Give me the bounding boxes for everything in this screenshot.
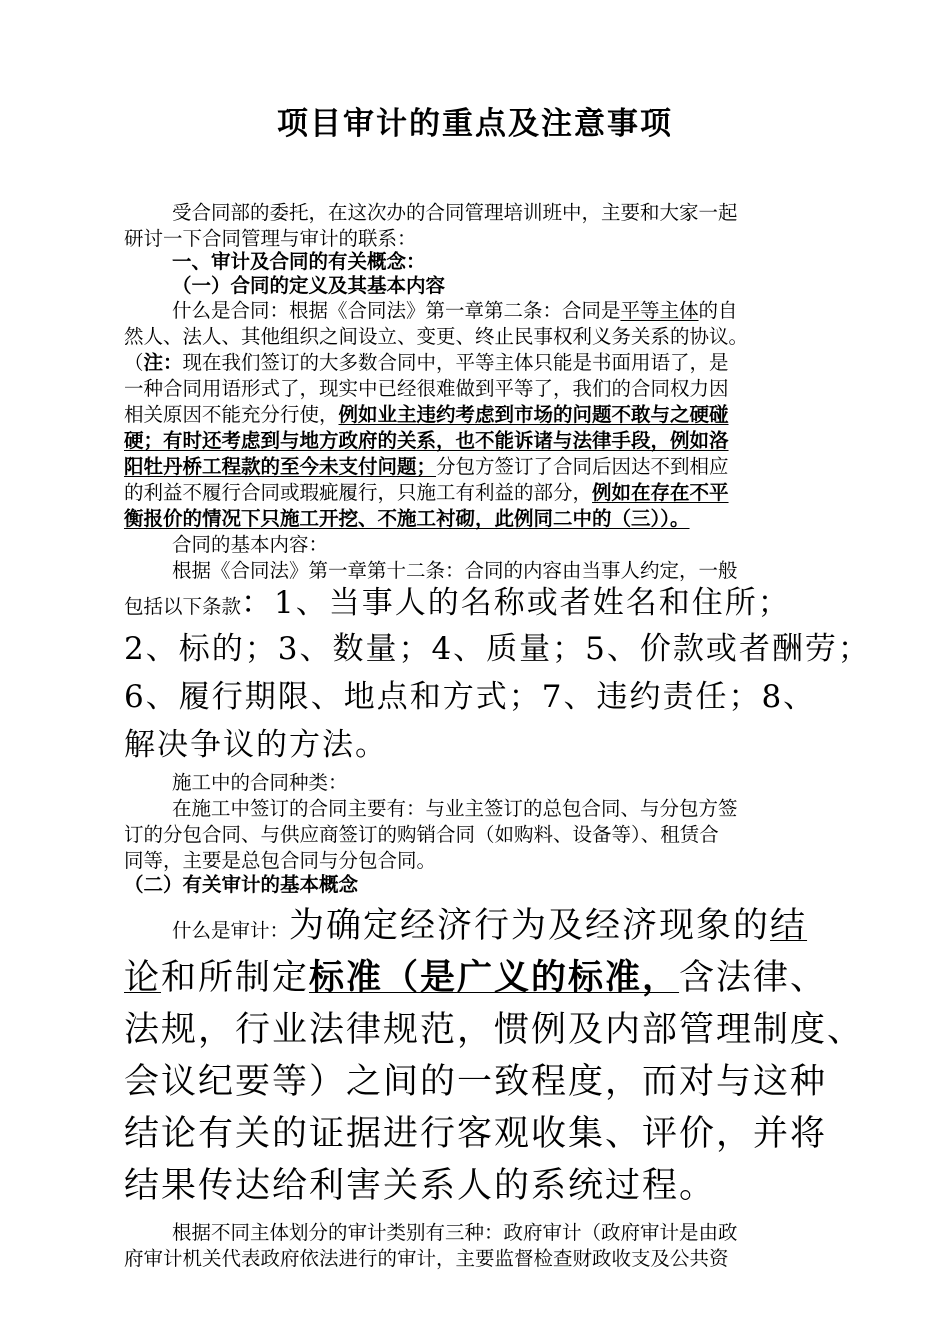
note-line-4: 硬；有时还考虑到与地方政府的关系，也不能诉诸与法律手段，例如洛 [124,429,729,452]
audit-emphasis: 标准（是广义的标准， [309,958,680,998]
basic-content-line-3: 2、标的；3、数量；4、质量；5、价款或者酬劳； [124,631,871,667]
audit-definition-line-4: 会议纪要等）之间的一致程度，而对与这种 [124,1062,828,1102]
note-line-2: 一种合同用语形式了，现实中已经很难做到平等了，我们的合同权力因 [124,377,729,400]
audit-underlined: 结 [770,906,808,946]
basic-content-clauses: ：1、当事人的名称或者姓名和住所； [241,585,791,621]
definition-line-2: 然人、法人、其他组织之间设立、变更、终止民事权利义务关系的协议。 [124,325,749,348]
audit-definition-line-3: 法规，行业法律规范，惯例及内部管理制度、 [124,1010,865,1050]
audit-label: 什么是审计： [172,919,290,942]
note-text: 现在我们签订的大多数合同中，平等主体只能是书面用语了，是 [182,351,729,374]
underlined-term: 平等主体 [620,299,699,322]
note-line-6 [124,480,729,506]
note-emphasis: 阳牡丹桥工程款的至今未支付问题； [124,455,437,478]
note-line-3 [124,402,729,428]
audit-kinds-line-2: 府审计机关代表政府依法进行的审计，主要监督检查财政收支及公共资 [124,1247,729,1270]
note-paren: （ [124,351,144,374]
note-emphasis: 例如在存在不平 [592,481,729,504]
subsection-heading-1: （一）合同的定义及其基本内容 [172,274,446,297]
audit-text: 和所制定 [161,958,310,998]
definition-text: 什么是合同：根据《合同法》第一章第二条：合同是 [172,299,621,322]
note-line-1 [124,350,729,376]
note-text: 相关原因不能充分行使， [124,403,339,426]
note-text: 的利益不履行合同或瑕疵履行，只施工有利益的部分， [124,481,593,504]
basic-content-text: 包括以下条款 [124,595,242,618]
basic-content-heading: 合同的基本内容： [172,533,329,556]
audit-text: 含法律、 [679,958,828,998]
audit-definition-line-1 [172,900,807,957]
audit-definition-line-6: 结果传达给利害关系人的系统过程。 [124,1166,717,1206]
page-title: 项目审计的重点及注意事项 [277,106,673,142]
definition-text-end: 的自 [698,299,738,322]
definition-line-1 [172,298,738,324]
basic-content-line-5: 解决争议的方法。 [124,727,388,763]
subsection-heading-2: （二）有关审计的基本概念 [124,873,359,896]
note-label: 注： [143,351,183,374]
contract-types-line-2: 订的分包合同、与供应商签订的购销合同（如购料、设备等）、租赁合 [124,823,719,846]
basic-content-line-4: 6、履行期限、地点和方式；7、违约责任；8、 [124,679,817,715]
contract-types-line-3: 同等，主要是总包合同与分包合同。 [124,849,437,872]
note-emphasis: 例如业主违约考虑到市场的问题不敢与之硬碰 [338,403,729,426]
intro-line-2: 研讨一下合同管理与审计的联系： [124,227,417,250]
note-text: 分包方签订了合同后因达不到相应 [436,455,729,478]
basic-content-line-1: 根据《合同法》第一章第十二条：合同的内容由当事人约定，一般 [172,559,738,582]
basic-content-line-2 [124,580,791,630]
audit-underlined: 论 [124,958,162,998]
contract-types-heading: 施工中的合同种类： [172,771,348,794]
intro-line-1: 受合同部的委托，在这次办的合同管理培训班中，主要和大家一起 [172,201,738,224]
audit-text: 为确定经济行为及经济现象的 [289,906,771,946]
section-heading-1: 一、审计及合同的有关概念： [172,250,426,273]
audit-definition-line-2 [124,952,827,1004]
audit-kinds-line-1: 根据不同主体划分的审计类别有三种：政府审计（政府审计是由政 [172,1221,738,1244]
audit-definition-line-5: 结论有关的证据进行客观收集、评价，并将 [124,1114,828,1154]
note-line-7: 衡报价的情况下只施工开挖、不施工衬砌，此例同二中的（三））。 [124,507,690,530]
note-line-5 [124,454,729,480]
contract-types-line-1: 在施工中签订的合同主要有：与业主签订的总包合同、与分包方签 [172,797,738,820]
